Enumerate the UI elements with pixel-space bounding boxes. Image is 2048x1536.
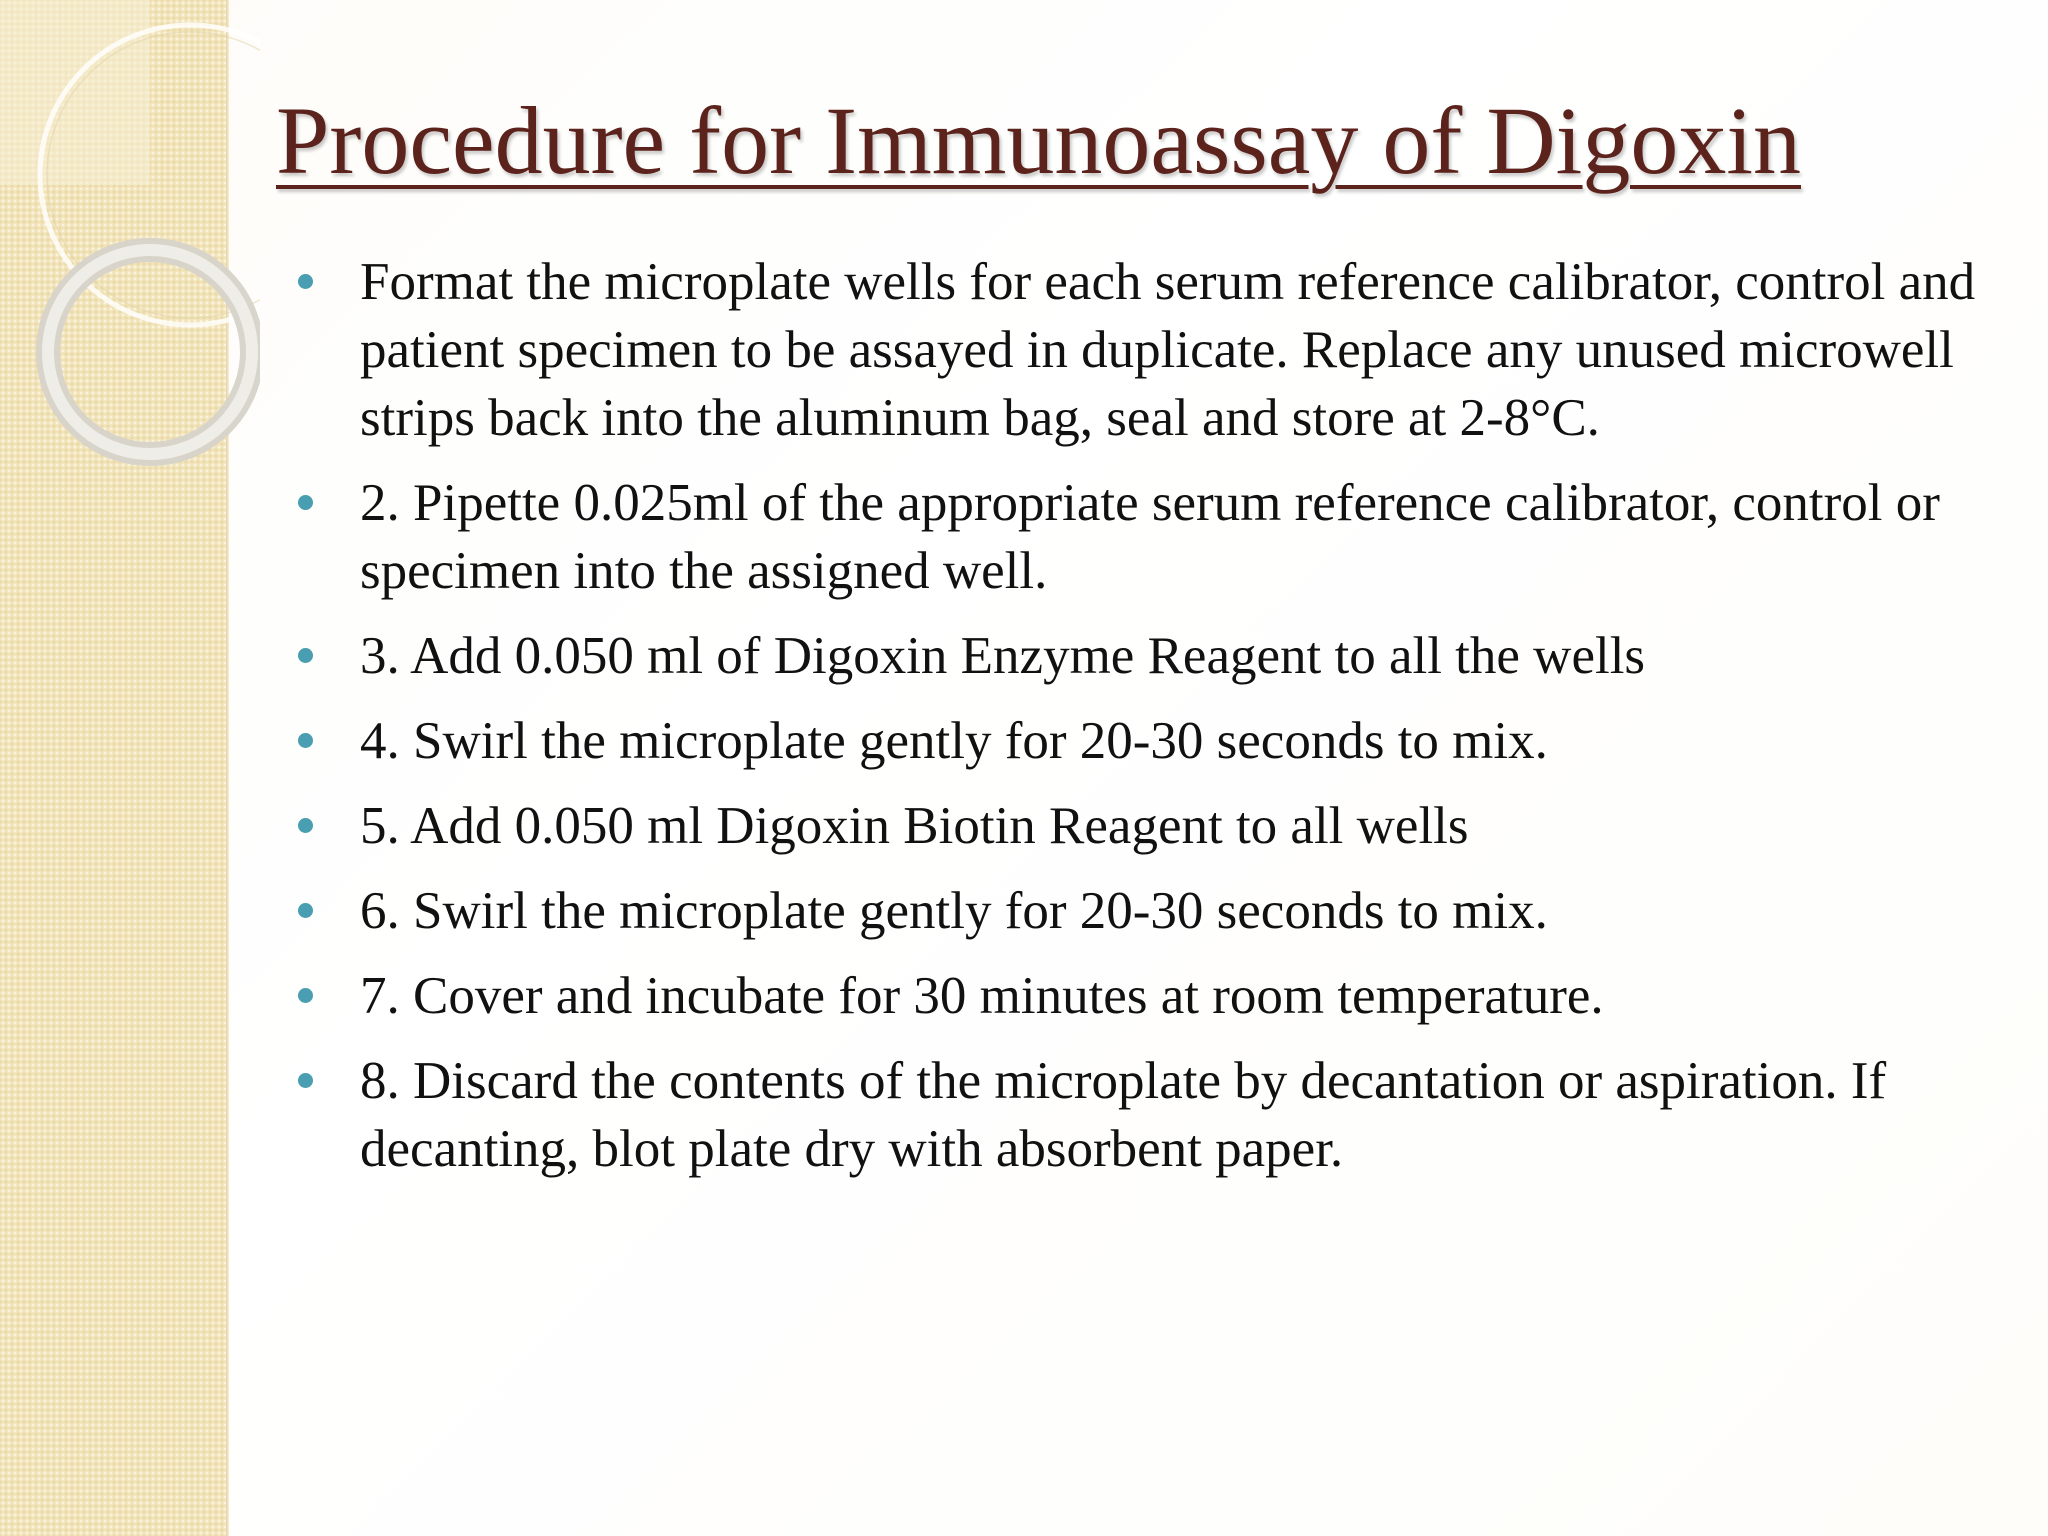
procedure-step — [296, 707, 1976, 775]
procedure-step-list — [296, 248, 1976, 1200]
procedure-step-text: 5. Add 0.050 ml Digoxin Biotin Reagent to all wells — [360, 797, 1469, 855]
bullet-dot-icon — [298, 274, 313, 289]
bullet-dot-icon — [298, 818, 313, 833]
bullet-dot-icon — [298, 495, 313, 510]
procedure-step — [296, 622, 1976, 690]
procedure-step — [296, 1047, 1976, 1183]
procedure-step — [296, 792, 1976, 860]
bullet-dot-icon — [298, 648, 313, 663]
decorative-circles-graphic — [0, 0, 260, 520]
bullet-dot-icon — [298, 903, 313, 918]
procedure-step — [296, 248, 1976, 452]
slide-title: Procedure for Immunoassay of Digoxin — [276, 87, 1801, 194]
procedure-step — [296, 962, 1976, 1030]
bullet-dot-icon — [298, 1073, 313, 1088]
procedure-step — [296, 469, 1976, 605]
procedure-step — [296, 877, 1976, 945]
bullet-dot-icon — [298, 988, 313, 1003]
procedure-step-text: 2. Pipette 0.025ml of the appropriate serum reference calibrator, control or specimen into the assigned well. — [360, 474, 1940, 600]
procedure-step-text: 3. Add 0.050 ml of Digoxin Enzyme Reagent to all the wells — [360, 627, 1646, 685]
procedure-step-text: Format the microplate wells for each serum reference calibrator, control and patient specimen to be assayed in duplicate. Replace any unused microwell strips back into the aluminum bag, seal and store at 2-8°C. — [360, 253, 1976, 447]
bullet-dot-icon — [298, 733, 313, 748]
procedure-step-text: 4. Swirl the microplate gently for 20-30 seconds to mix. — [360, 712, 1548, 770]
procedure-step-text: 6. Swirl the microplate gently for 20-30 seconds to mix. — [360, 882, 1548, 940]
procedure-step-text: 7. Cover and incubate for 30 minutes at room temperature. — [360, 967, 1604, 1025]
procedure-step-text: 8. Discard the contents of the microplate by decantation or aspiration. If decanting, blot plate dry with absorbent paper. — [360, 1052, 1887, 1178]
